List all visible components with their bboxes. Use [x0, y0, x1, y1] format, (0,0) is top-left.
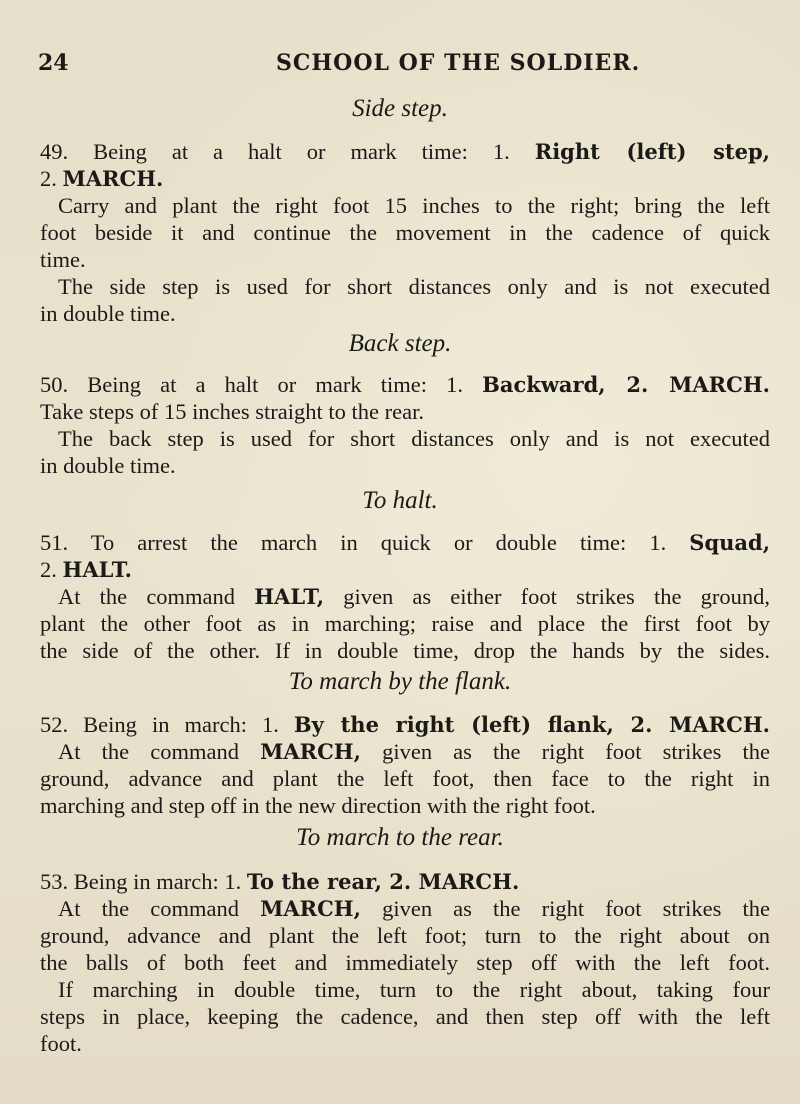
text-line: 49. Being at a halt or mark time: 1. Right (left) step,: [40, 139, 770, 164]
text-line: At the command MARCH, given as the right foot strikes the: [58, 739, 770, 764]
text-line: plant the other foot as in marching; raise and place the first foot by: [40, 611, 770, 636]
text-line: in double time.: [40, 453, 176, 478]
text-line: Take steps of 15 inches straight to the rear.: [40, 399, 424, 424]
section-heading-by-the-flank: To march by the flank.: [288, 668, 512, 695]
page-number: 24: [38, 50, 69, 76]
text-line: steps in place, keeping the cadence, and then step off with the left: [40, 1004, 770, 1029]
text-line: the balls of both feet and immediately step off with the left foot.: [40, 950, 770, 975]
paragraph-49: [40, 138, 770, 327]
text-line: At the command HALT, given as either foot strikes the ground,: [58, 584, 770, 609]
text-line: the side of the other. If in double time, drop the hands by the sides.: [40, 638, 770, 663]
text-line: in double time.: [40, 301, 176, 326]
text-line: 2. MARCH.: [40, 166, 164, 191]
section-heading-side-step: Side step.: [352, 95, 448, 122]
running-title: SCHOOL OF THE SOLDIER.: [276, 50, 641, 76]
section-heading-to-halt: To halt.: [362, 487, 438, 514]
running-head: [38, 50, 760, 80]
paragraph-52: [40, 711, 770, 819]
text-line: Carry and plant the right foot 15 inches to the right; bring the left: [58, 193, 770, 218]
text-line: If marching in double time, turn to the right about, taking four: [58, 977, 770, 1002]
paragraph-51: [40, 529, 770, 664]
text-line: foot beside it and continue the movement in the cadence of quick: [40, 220, 770, 245]
section-heading-to-the-rear: To march to the rear.: [296, 824, 504, 851]
text-line: marching and step off in the new direction with the right foot.: [40, 793, 596, 818]
text-line: ground, advance and plant the left foot, then face to the right in: [40, 766, 770, 791]
text-line: 50. Being at a halt or mark time: 1. Backward, 2. MARCH.: [40, 372, 770, 397]
text-line: At the command MARCH, given as the right foot strikes the: [58, 896, 770, 921]
text-line: 2. HALT.: [40, 557, 132, 582]
paragraph-53: [40, 868, 770, 1057]
text-line: 51. To arrest the march in quick or double time: 1. Squad,: [40, 530, 770, 555]
paragraph-50: [40, 371, 770, 479]
section-heading-back-step: Back step.: [348, 330, 452, 357]
text-line: The back step is used for short distances only and is not executed: [58, 426, 770, 451]
text-line: ground, advance and plant the left foot; turn to the right about on: [40, 923, 770, 948]
text-line: The side step is used for short distances only and is not executed: [58, 274, 770, 299]
text-line: 52. Being in march: 1. By the right (left) flank, 2. MARCH.: [40, 712, 770, 737]
text-line: time.: [40, 247, 86, 272]
text-line: foot.: [40, 1031, 82, 1056]
text-line: 53. Being in march: 1. To the rear, 2. MARCH.: [40, 869, 520, 894]
